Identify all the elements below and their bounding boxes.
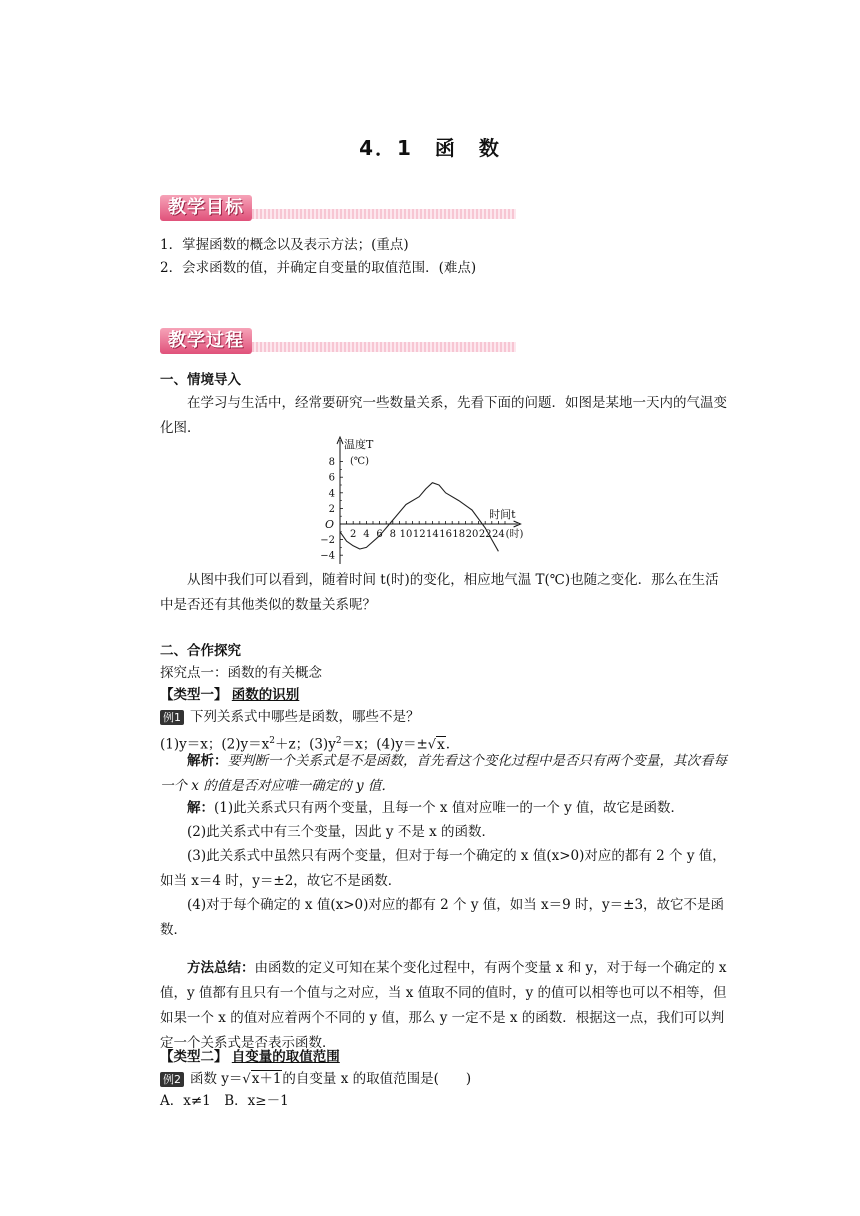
solution-2: (2)此关系式中有三个变量，因此 y 不是 x 的函数．	[187, 824, 496, 840]
origin-label: O	[324, 518, 334, 531]
x-axis-unit: (时)	[505, 529, 524, 540]
example-2-text-a: 函数 y＝	[190, 1071, 243, 1087]
x-tick-label: 16	[439, 529, 452, 540]
analysis-paragraph	[160, 749, 730, 799]
x-tick-label: 24	[492, 529, 505, 540]
x-tick-label: 12	[412, 529, 426, 540]
solution-3: (3)此关系式中虽然只有两个变量，但对于每一个确定的 x 值(x>0)对应的都有 2 个 y 值，如当 x＝4 时，y＝±2，故它不是函数．	[160, 848, 726, 889]
method-label: 方法总结：	[187, 960, 255, 976]
x-tick-label: 14	[426, 529, 439, 540]
y-tick-label: 6	[328, 472, 335, 484]
section-title-goals: 教学目标	[160, 195, 252, 221]
analysis-text: 要判断一个关系式是不是函数，首先看这个变化过程中是否只有两个变量，其次看每一个 x 的值是否对应唯一确定的 y 值．	[160, 753, 727, 794]
option-text-b: ＋z；(3)y	[274, 736, 336, 753]
sqrt-content: x＋1	[251, 1071, 282, 1087]
goal-item-1: 1．掌握函数的概念以及表示方法；(重点)	[160, 237, 409, 253]
analysis-label: 解析：	[187, 753, 228, 769]
heading-cooperation: 二、合作探究	[160, 643, 241, 659]
x-tick-label: 22	[478, 529, 492, 540]
type1-title: 函数的识别	[231, 687, 300, 703]
option-text-a: (1)y＝x；(2)y＝x	[160, 736, 270, 753]
temperature-chart	[318, 434, 578, 568]
solution-1-text: (1)此关系式只有两个变量，且每一个 x 值对应唯一的一个 y 值，故它是函数．	[214, 800, 685, 816]
section-title-process: 教学过程	[160, 328, 252, 354]
example-1-text: 下列关系式中哪些是函数，哪些不是？	[190, 709, 420, 725]
type2-title: 自变量的取值范围	[231, 1049, 340, 1065]
page-title: 4．1 函 数	[359, 136, 501, 160]
type2-heading	[160, 1047, 340, 1067]
method-summary	[160, 956, 730, 1056]
x-tick-label: 10	[399, 529, 413, 540]
method-text: 由函数的定义可知在某个变化过程中，有两个变量 x 和 y，对于每一个确定的 x 值，y 值都有且只有一个值与之对应，当 x 值取不同的值时，y 的值可以相等也可以不相等，但如果一个 x 的值对应着两个不同的 y 值，那么 y 一定不是 x 的函数．根据这一点，我们可以判定一个关系式是否表示函数．	[160, 960, 727, 1051]
sqrt-icon: √	[427, 737, 437, 753]
solution-1	[160, 796, 730, 821]
type1-heading	[160, 685, 299, 705]
superscript: 2	[269, 736, 275, 746]
temperature-series-line	[340, 483, 498, 552]
example-2-label: 例2	[160, 1072, 184, 1087]
sqrt-content: x	[437, 736, 445, 753]
solution-label: 解：	[187, 800, 214, 816]
type1-tag: 【类型一】	[160, 687, 228, 703]
option-text-c: ＝x；(4)y＝±	[341, 736, 428, 753]
x-tick-label: 18	[452, 529, 466, 540]
heading-intro: 一、情境导入	[160, 372, 241, 388]
y-tick-label: 4	[328, 488, 335, 500]
x-tick-label: 4	[363, 529, 370, 540]
explore-point-1: 探究点一：函数的有关概念	[160, 665, 322, 681]
option-end: .	[445, 736, 450, 753]
y-tick-label: 8	[328, 457, 335, 469]
superscript: 2	[335, 736, 342, 746]
y-tick-label: 2	[328, 503, 335, 515]
intro-paragraph-1: 在学习与生活中，经常要研究一些数量关系，先看下面的问题．如图是某地一天内的气温变化图．	[160, 395, 727, 436]
section-banner-process	[160, 328, 516, 362]
example-1-question	[160, 707, 420, 727]
example-2-options: A．x≠1 B．x≥－1	[160, 1093, 289, 1109]
y-tick-label: −2	[320, 535, 335, 547]
y-tick-label: −4	[320, 550, 335, 562]
x-tick-label: 6	[376, 529, 383, 540]
solution-4: (4)对于每个确定的 x 值(x>0)对应的都有 2 个 y 值，如当 x＝9 时，y＝±3，故它不是函数．	[160, 897, 725, 938]
example-2-text-b: 的自变量 x 的取值范围是( )	[282, 1071, 472, 1087]
sqrt-icon: √	[242, 1072, 251, 1087]
y-axis-label: 温度T	[344, 438, 374, 451]
x-tick-label: 2	[350, 529, 357, 540]
example-1-label: 例1	[160, 710, 184, 725]
goal-item-2: 2．会求函数的值，并确定自变量的取值范围．(难点)	[160, 260, 477, 276]
section-banner-goals	[160, 195, 516, 229]
x-tick-label: 8	[389, 529, 396, 540]
intro-paragraph-2: 从图中我们可以看到，随着时间 t(时)的变化，相应地气温 T(℃)也随之变化．那么在生活中是否还有其他类似的数量关系呢？	[160, 572, 719, 613]
x-tick-label: 20	[465, 529, 479, 540]
example-2-question	[160, 1069, 471, 1090]
y-axis-unit: (℃)	[350, 456, 369, 467]
type2-tag: 【类型二】	[160, 1049, 228, 1065]
x-axis-label: 时间t	[489, 508, 516, 521]
